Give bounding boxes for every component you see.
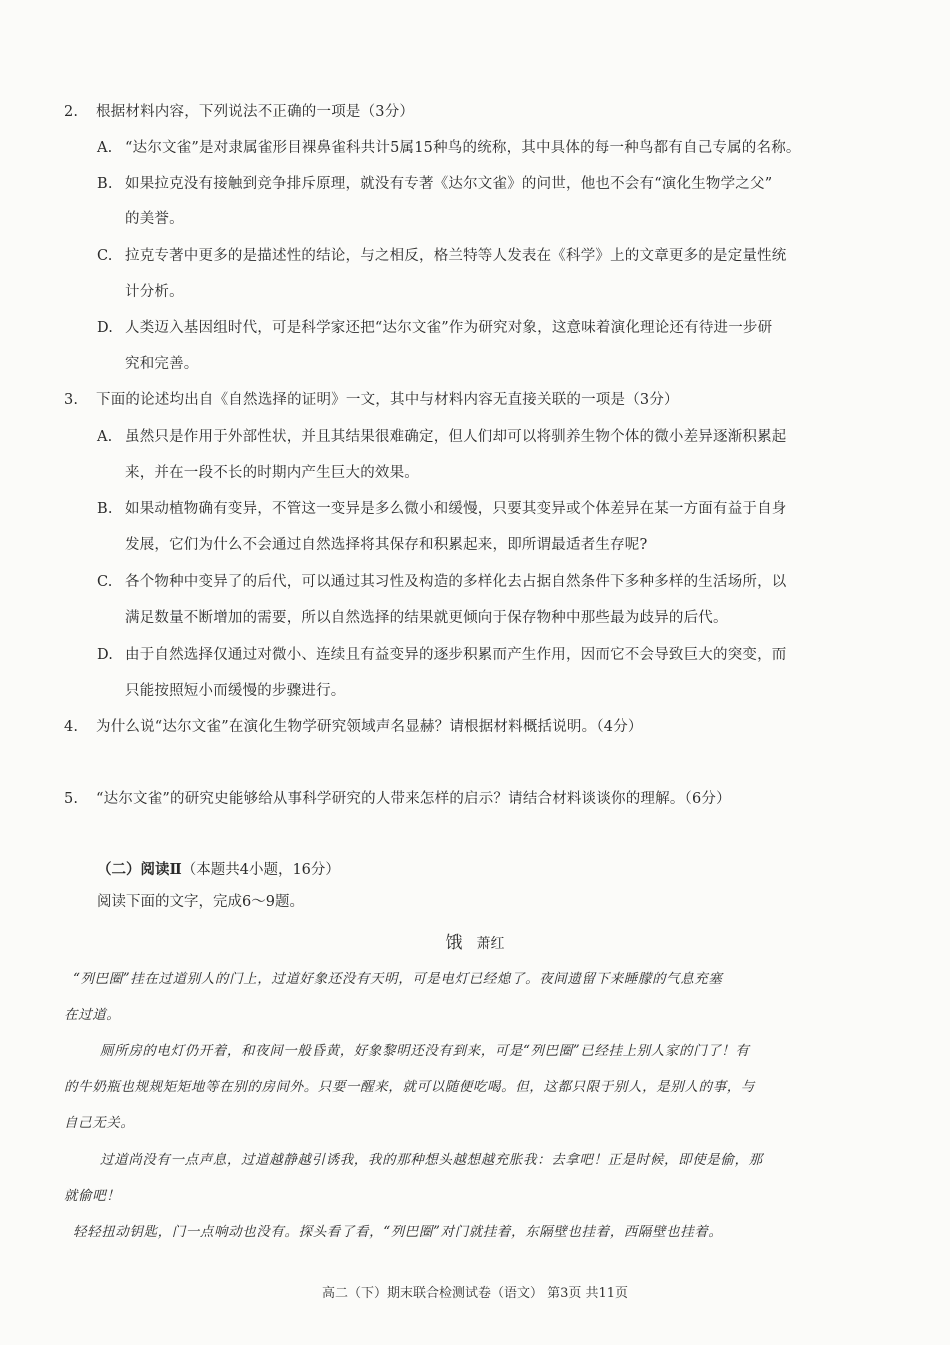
option-3c-cont: 满足数量不断增加的需要，所以自然选择的结果就更倾向于保存物种中那些最为歧异的后代。: [125, 610, 728, 626]
option-2c: C. 拉克专著中更多的是描述性的结论，与之相反，格兰特等人发表在《科学》上的文章更多的是定量性统: [97, 248, 787, 264]
option-2c-cont: 计分析。: [125, 284, 184, 300]
section-instruction: 阅读下面的文字，完成6～9题。: [97, 894, 304, 910]
section-heading: [97, 858, 340, 879]
option-3d-cont: 只能按照短小而缓慢的步骤进行。: [125, 683, 346, 699]
story-line: 的牛奶瓶也规规矩矩地等在别的房间外。只要一醒来，就可以随便吃喝。但，这都只限于别人，是别人的事，与: [64, 1079, 755, 1095]
question-stem: 下面的论述均出自《自然选择的证明》一文，其中与材料内容无直接关联的一项是（3分）: [96, 392, 679, 408]
question-stem: “达尔文雀”的研究史能够给从事科学研究的人带来怎样的启示？请结合材料谈谈你的理解。（6分）: [96, 791, 731, 807]
option-3a: A. 虽然只是作用于外部性状，并且其结果很难确定，但人们却可以将驯养生物个体的微小差异逐渐积累起: [97, 429, 787, 445]
option-3c: C. 各个物种中变异了的后代，可以通过其习性及构造的多样化去占据自然条件下多种多样的生活场所，以: [97, 574, 787, 590]
option-2d-cont: 究和完善。: [125, 356, 199, 372]
option-3a-cont: 来，并在一段不长的时期内产生巨大的效果。: [125, 465, 419, 481]
option-3b: B. 如果动植物确有变异，不管这一变异是多么微小和缓慢，只要其变异或个体差异在某一方面有益于自身: [97, 501, 787, 517]
question-2: [64, 100, 414, 121]
option-3d: D. 由于自然选择仅通过对微小、连续且有益变异的逐步积累而产生作用，因而它不会导致巨大的突变，而: [97, 647, 787, 663]
story-line: 自己无关。: [64, 1115, 135, 1131]
story-line: “列巴圈”挂在过道别人的门上，过道好象还没有天明，可是电灯已经熄了。夜间遗留下来睡朦的气息充塞: [73, 971, 723, 987]
story-line: 在过道。: [64, 1007, 121, 1023]
option-2b-cont: 的美誉。: [125, 211, 184, 227]
question-number: 4.: [64, 719, 79, 735]
story-author: 萧红: [476, 936, 505, 952]
question-4: [64, 715, 643, 736]
option-3b-cont: 发展，它们为什么不会通过自然选择将其保存和积累起来，即所谓最适者生存呢?: [125, 537, 648, 553]
story-line: 过道尚没有一点声息，过道越静越引诱我，我的那种想头越想越充胀我：去拿吧！正是时候，即使是偷，那: [100, 1152, 763, 1168]
option-2b: B. 如果拉克没有接触到竞争排斥原理，就没有专著《达尔文雀》的问世，他也不会有“演化生物学之父”: [97, 176, 773, 192]
story-line: 就偷吧！: [64, 1188, 121, 1204]
page-footer: 高二（下）期末联合检测试卷（语文） 第3页 共11页: [321, 1286, 629, 1301]
section-heading-rest: （本题共4小题，16分）: [181, 862, 340, 878]
option-2a: A. “达尔文雀”是对隶属雀形目裸鼻雀科共计5属15种鸟的统称，其中具体的每一种鸟都有自己专属的名称。: [97, 140, 801, 156]
story-line: 厕所房的电灯仍开着，和夜间一般昏黄，好象黎明还没有到来，可是“列巴圈”已经挂上别人家的门了！有: [100, 1043, 750, 1059]
option-2d: D. 人类迈入基因组时代，可是科学家还把“达尔文雀”作为研究对象，这意味着演化理论还有待进一步研: [97, 320, 773, 336]
question-5: [64, 787, 731, 808]
story-title-text: 饿: [445, 933, 463, 953]
question-number: 5.: [64, 791, 79, 807]
question-stem: 为什么说“达尔文雀”在演化生物学研究领域声名显赫？请根据材料概括说明。（4分）: [96, 719, 643, 735]
story-line: 轻轻扭动钥匙，门一点响动也没有。探头看了看，“列巴圈”对门就挂着，东隔壁也挂着，西隔壁也挂着。: [73, 1224, 723, 1240]
story-title: [0, 928, 950, 953]
question-number: 3.: [64, 392, 79, 408]
section-heading-bold: （二）阅读Ⅱ: [97, 861, 182, 878]
question-number: 2.: [64, 104, 79, 120]
question-stem: 根据材料内容，下列说法不正确的一项是（3分）: [96, 104, 415, 120]
question-3: [64, 388, 679, 409]
